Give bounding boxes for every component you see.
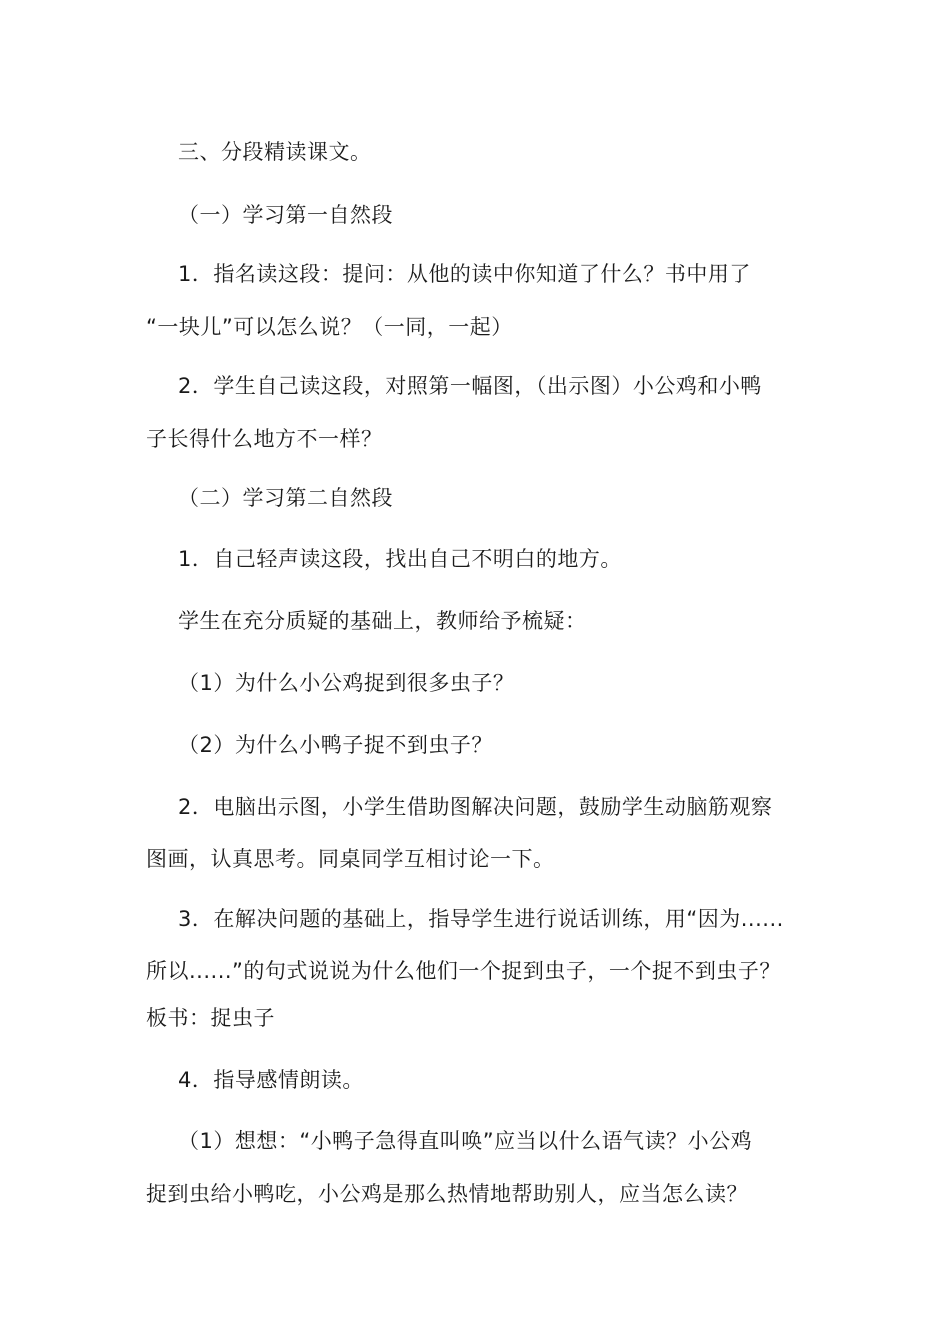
section-heading-3: 三、分段精读课文。 — [178, 140, 372, 164]
paragraph-line: 3．在解决问题的基础上，指导学生进行说话训练，用“因为...... — [178, 907, 784, 931]
paragraph-line: 1．自己轻声读这段，找出自己不明白的地方。 — [178, 547, 622, 571]
subsection-heading-2: （二）学习第二自然段 — [178, 486, 393, 510]
paragraph-line: “一块儿”可以怎么说？（一同，一起） — [146, 315, 513, 339]
paragraph-line: 学生在充分质疑的基础上，教师给予梳疑： — [178, 609, 587, 633]
question-item: （1）为什么小公鸡捉到很多虫子？ — [178, 671, 515, 695]
blackboard-note: 板书：捉虫子 — [146, 1006, 275, 1030]
paragraph-line: 捉到虫给小鸭吃，小公鸡是那么热情地帮助别人，应当怎么读？ — [146, 1182, 748, 1206]
paragraph-line: 1．指名读这段：提问：从他的读中你知道了什么？书中用了 — [178, 262, 751, 286]
subsection-heading-1: （一）学习第一自然段 — [178, 203, 393, 227]
paragraph-line: 图画，认真思考。同桌同学互相讨论一下。 — [146, 847, 555, 871]
paragraph-line: 子长得什么地方不一样？ — [146, 427, 383, 451]
paragraph-line: 2．电脑出示图，小学生借助图解决问题，鼓励学生动脑筋观察 — [178, 795, 773, 819]
question-item: （2）为什么小鸭子捉不到虫子？ — [178, 733, 493, 757]
paragraph-line: 所以......”的句式说说为什么他们一个捉到虫子，一个捉不到虫子？ — [146, 959, 781, 983]
paragraph-line: 2．学生自己读这段，对照第一幅图，（出示图）小公鸡和小鸭 — [178, 374, 762, 398]
paragraph-line: 4．指导感情朗读。 — [178, 1068, 364, 1092]
paragraph-line: （1）想想：“小鸭子急得直叫唤”应当以什么语气读？小公鸡 — [178, 1129, 753, 1153]
